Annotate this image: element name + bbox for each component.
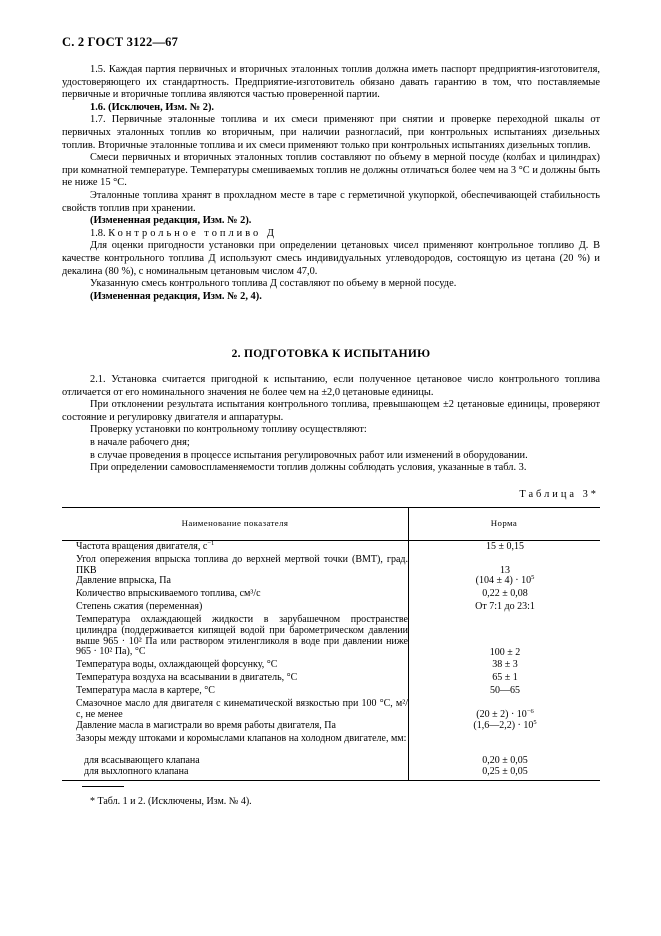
row-name-text: Частота вращения двигателя, с (76, 541, 208, 552)
row-name-text: Температура масла в картере, °С (76, 685, 215, 696)
row-name (76, 686, 408, 697)
paragraph-2-1: 2.1. Установка считается пригодной к испытанию, если полученное цетановое число контрольного топлива отличается от его номинального значения не более чем на ±2,0 цетановые единицы. (62, 374, 600, 398)
paragraph-1-8 (62, 228, 600, 241)
paragraph-conditions: При определении самовоспламеняемости топлив должны соблюдать условия, указанные в табл. 3. (90, 462, 527, 474)
footnote-rule (82, 786, 124, 787)
paragraph-mixtures: Смеси первичных и вторичных эталонных топлив составляют по объему в мерной посуде (колбах и цилиндрах) при комнатной температуре. Температуры смешиваемых топлив не должны отличаться более чем на 3 °С и должны быть не ниже 15 °С. (62, 152, 600, 189)
section-2-title: 2. ПОДГОТОВКА К ИСПЫТАНИЮ (231, 348, 431, 360)
row-name-text: Смазочное масло для двигателя с кинематической вязкостью при 100 °С, м²/с, не менее (76, 698, 408, 720)
row-norm-text: 15 ± 0,15 (486, 541, 524, 552)
row-norm-text: 65 ± 1 (492, 672, 518, 683)
row-name (76, 576, 408, 587)
paragraph-control-fuel: Для оценки пригодности установки при определении цетановых чисел применяют контрольное топливо Д. В качестве контрольного топлива Д используют смесь индивидуальных углеводородов, состоящую из цетана (20 %) и декалина (80 %), с номинальным цетановым числом 47,0. (62, 240, 600, 277)
row-norm-text: От 7:1 до 23:1 (475, 601, 535, 612)
row-norm-text: 0,25 ± 0,05 (482, 766, 528, 777)
row-name-text: Количество впрыскиваемого топлива, см³/с (76, 588, 261, 599)
row-norm-text: 13 (500, 565, 510, 576)
row-name-sup: −1 (207, 540, 215, 547)
amendment-note-2: (Измененная редакция, Изм. № 2, 4). (90, 290, 262, 302)
row-norm-text: 0,20 ± 0,05 (482, 755, 528, 766)
row-name (76, 602, 408, 613)
paragraph-storage: Эталонные топлива хранят в прохладном месте в таре с герметичной укупоркой, обеспечивающей стабильность свойств топлив при хранении. (62, 189, 600, 214)
row-name-text: для выхлопного клапана (84, 766, 189, 777)
row-norm-text: (1,6—2,2) · 10 (473, 720, 534, 731)
table-bottom-rule (62, 780, 600, 781)
row-name (84, 767, 408, 778)
row-norm-text: 0,22 ± 0,08 (482, 588, 528, 599)
row-norm (410, 686, 600, 697)
row-name-text: Температура воздуха на всасывании в двигатель, °С (76, 672, 298, 683)
row-norm (410, 542, 600, 553)
row-name-text: Температура охлаждающей жидкости в зарубашечном пространстве цилиндра (поддерживается кипящей водой при барометрическом давлении выше 965 · 10² Па или раствором этиленгликоля в воде при давлении ниже 965 · 10² Па), °С (76, 614, 408, 658)
row-name-text: Зазоры между штоками и коромыслами клапанов на холодном двигателе, мм: (76, 733, 407, 744)
row-norm (410, 576, 600, 587)
row-norm (410, 648, 600, 659)
paragraph-deviation: При отклонении результата испытания контрольного топлива, превышающем ±2 цетановые единицы, проверяют состояние и регулировку двигателя и аппаратуры. (62, 399, 600, 423)
paragraph-check-start: в начале рабочего дня; (90, 436, 190, 448)
paragraph-1-8-number: 1.8. (90, 227, 106, 239)
row-norm-sup: −6 (526, 708, 534, 715)
row-name-text: Температура воды, охлаждающей форсунку, °С (76, 659, 278, 670)
paragraph-1-5: 1.5. Каждая партия первичных и вторичных эталонных топлив должна иметь паспорт предприятия-изготовителя, удостоверяющего их стандартность. Предприятие-изготовитель обязано давать гарантию в том, что поставляемые первичные и вторичные топлива являются частью проверенной партии. (62, 64, 600, 101)
row-name-text: Угол опережения впрыска топлива до верхней мертвой точки (ВМТ), град. ПКВ (76, 554, 408, 576)
row-name (76, 555, 408, 577)
row-name (76, 615, 408, 658)
row-name (76, 589, 408, 600)
row-norm-text: 100 ± 2 (489, 647, 521, 658)
paragraph-1-8-title: Контрольное топливо Д (108, 227, 277, 239)
row-name (76, 721, 408, 732)
section-2-text (62, 374, 600, 475)
row-norm-text: (20 ± 2) · 10 (476, 709, 527, 720)
row-norm (410, 589, 600, 600)
row-norm-sup: 5 (533, 719, 537, 726)
paragraph-check-adjust: в случае проведения в процессе испытания регулировочных работ или изменений в оборудовании. (90, 449, 528, 461)
row-name-text: Давление впрыска, Па (76, 575, 171, 586)
paragraph-1-6: 1.6. (Исключен, Изм. № 2). (90, 101, 215, 113)
row-name (76, 734, 408, 745)
row-name (76, 660, 408, 671)
row-norm-text: 50—65 (490, 685, 520, 696)
row-norm (410, 660, 600, 671)
row-norm-sup: 5 (531, 574, 535, 581)
paragraph-check: Проверку установки по контрольному топливу осуществляют: (90, 424, 367, 436)
row-name-text: Давление масла в магистрали во время работы двигателя, Па (76, 720, 336, 731)
row-name (76, 699, 408, 721)
row-name (76, 673, 408, 684)
row-name (76, 542, 408, 553)
table-header-name: Наименование показателя (181, 518, 289, 528)
table-column-divider (408, 507, 409, 780)
row-norm (410, 721, 600, 732)
row-norm (410, 767, 600, 778)
table-caption: Таблица 3* (519, 489, 599, 500)
table-top-rule (62, 507, 600, 508)
row-name-text: для всасывающего клапана (84, 755, 200, 766)
table-header-norm: Норма (490, 518, 518, 528)
row-norm (410, 602, 600, 613)
paragraph-control-mix: Указанную смесь контрольного топлива Д составляют по объему в мерной посуде. (90, 278, 457, 290)
footnote: * Табл. 1 и 2. (Исключены, Изм. № 4). (90, 796, 252, 807)
amendment-note-1: (Измененная редакция, Изм. № 2). (90, 215, 252, 227)
row-norm-text: 38 ± 3 (492, 659, 518, 670)
page-header: С. 2 ГОСТ 3122—67 (62, 35, 179, 49)
paragraph-1-7: 1.7. Первичные эталонные топлива и их смеси применяют при снятии и проверке переходной шкалы от первичных эталонных топлив ко вторичным, при наличии разногласий, при контрольных испытаниях дизельных топлив. Вторичные эталонные топлива и их смеси применяют только при контрольных испытаниях дизельных топлив. (62, 114, 600, 151)
section-1-text (62, 64, 600, 303)
row-norm (410, 673, 600, 684)
row-name-text: Степень сжатия (переменная) (76, 601, 203, 612)
row-norm-text: (104 ± 4) · 10 (475, 575, 532, 586)
conditions-table (62, 507, 600, 780)
